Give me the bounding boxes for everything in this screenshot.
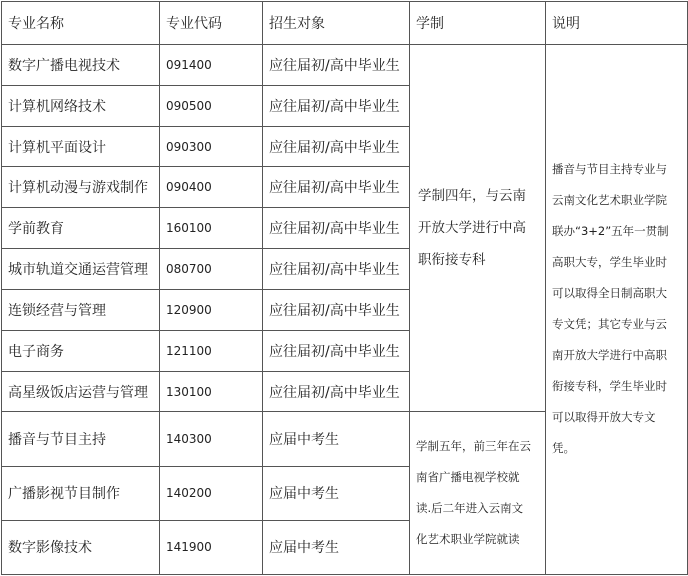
major-name: 广播影视节目制作 [2,466,160,520]
enroll-target: 应届中考生 [263,520,410,574]
table-row [2,44,688,85]
major-name: 高星级饭店运营与管理 [2,371,160,412]
enroll-target: 应往届初/高中毕业生 [263,330,410,371]
major-name: 电子商务 [2,330,160,371]
major-code: 090500 [160,85,263,126]
enroll-target: 应往届初/高中毕业生 [263,208,410,249]
header-note: 说明 [546,2,688,45]
note-line: 联办“3+2”五年一贯制 [552,224,669,239]
header-system: 学制 [410,2,546,45]
note-line: 衔接专科，学生毕业时 [552,379,667,394]
study-system-line: 学制五年，前三年在云 [416,439,531,454]
note-line: 高职大专，学生毕业时 [552,255,667,270]
major-code: 140300 [160,412,263,466]
enroll-target: 应往届初/高中毕业生 [263,371,410,412]
study-system-line: 读.后二年进入云南文 [416,501,524,516]
note-line: 播音与节目主持专业与 [552,162,667,177]
enroll-target: 应往届初/高中毕业生 [263,85,410,126]
note-cell [546,44,688,574]
major-code: 090400 [160,167,263,208]
major-name: 学前教育 [2,208,160,249]
enroll-target: 应往届初/高中毕业生 [263,167,410,208]
major-code: 080700 [160,249,263,290]
major-code: 090300 [160,126,263,167]
enroll-target: 应届中考生 [263,466,410,520]
enroll-target: 应往届初/高中毕业生 [263,249,410,290]
header-code: 专业代码 [160,2,263,45]
study-system-line: 学制四年，与云南 [418,188,526,205]
majors-table [1,1,688,575]
major-code: 091400 [160,44,263,85]
major-code: 140200 [160,466,263,520]
study-system-line: 职衔接专科 [418,252,486,269]
major-name: 计算机网络技术 [2,85,160,126]
header-target: 招生对象 [263,2,410,45]
major-code: 160100 [160,208,263,249]
enroll-target: 应往届初/高中毕业生 [263,44,410,85]
study-system-five-year [410,412,546,575]
study-system-line: 南省广播电视学校就 [416,470,520,485]
major-code: 130100 [160,371,263,412]
note-line: 可以取得全日制高职大 [552,286,667,301]
study-system-line: 开放大学进行中高 [418,220,526,237]
enroll-target: 应往届初/高中毕业生 [263,289,410,330]
note-line: 专文凭；其它专业与云 [552,317,667,332]
study-system-four-year [410,44,546,412]
major-code: 141900 [160,520,263,574]
note-line: 可以取得开放大专文 [552,410,656,425]
major-name: 播音与节目主持 [2,412,160,466]
header-major: 专业名称 [2,2,160,45]
header-row [2,2,688,45]
major-name: 连锁经营与管理 [2,289,160,330]
note-line: 凭。 [552,441,575,456]
major-name: 数字广播电视技术 [2,44,160,85]
enroll-target: 应届中考生 [263,412,410,466]
note-line: 南开放大学进行中高职 [552,348,667,363]
major-name: 数字影像技术 [2,520,160,574]
major-name: 计算机动漫与游戏制作 [2,167,160,208]
enroll-target: 应往届初/高中毕业生 [263,126,410,167]
major-code: 121100 [160,330,263,371]
major-name: 城市轨道交通运营管理 [2,249,160,290]
major-code: 120900 [160,289,263,330]
major-name: 计算机平面设计 [2,126,160,167]
study-system-line: 化艺术职业学院就读 [416,532,520,547]
note-line: 云南文化艺术职业学院 [552,193,667,208]
